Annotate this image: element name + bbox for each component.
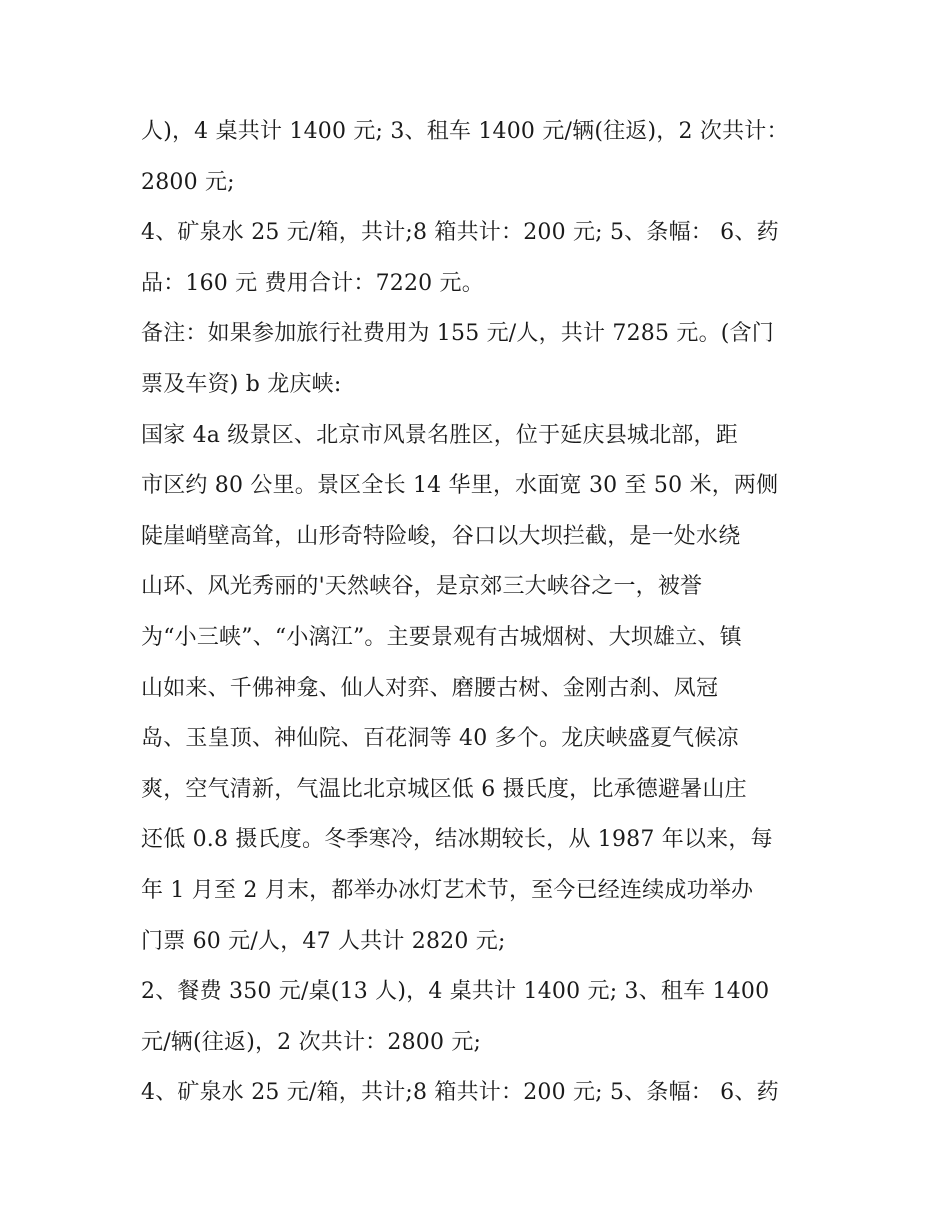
text-line: 4、矿泉水 25 元/箱，共计;8 箱共计：200 元; 5、条幅： 6、药 — [141, 220, 779, 246]
text-line: 2、餐费 350 元/桌(13 人)，4 桌共计 1400 元; 3、租车 1400 — [141, 979, 770, 1005]
text-line: 国家 4a 级景区、北京市风景名胜区，位于延庆县城北部，距 — [141, 422, 738, 448]
text-line: 市区约 80 公里。景区全长 14 华里，水面宽 30 至 50 米，两侧 — [141, 473, 779, 499]
text-line: 山如来、千佛神龛、仙人对弈、磨腰古树、金刚古刹、凤冠 — [141, 675, 719, 701]
text-line: 4、矿泉水 25 元/箱，共计;8 箱共计：200 元; 5、条幅： 6、药 — [141, 1080, 779, 1106]
text-line: 门票 60 元/人，47 人共计 2820 元; — [141, 928, 506, 954]
text-line: 元/辆(往返)，2 次共计：2800 元; — [141, 1029, 482, 1055]
text-line: 山环、风光秀丽的'天然峡谷，是京郊三大峡谷之一，被誉 — [141, 574, 703, 600]
document-body — [141, 107, 821, 1119]
text-line: 还低 0.8 摄氏度。冬季寒冷，结冰期较长，从 1987 年以来，每 — [141, 827, 773, 853]
text-line: 岛、玉皇顶、神仙院、百花洞等 40 多个。龙庆峡盛夏气候凉 — [141, 726, 739, 752]
text-line: 票及车资) b 龙庆峡: — [141, 371, 342, 397]
text-line: 爽，空气清新，气温比北京城区低 6 摄氏度，比承德避暑山庄 — [141, 776, 747, 802]
text-line: 为“小三峡”、“小漓江”。主要景观有古城烟树、大坝雄立、镇 — [141, 624, 742, 650]
text-line: 年 1 月至 2 月末，都举办冰灯艺术节，至今已经连续成功举办 — [141, 877, 754, 903]
text-line: 人)，4 桌共计 1400 元; 3、租车 1400 元/辆(往返)，2 次共计： — [141, 119, 789, 144]
text-line: 备注：如果参加旅行社费用为 155 元/人，共计 7285 元。(含门 — [141, 321, 774, 347]
text-line: 2800 元; — [141, 169, 235, 195]
text-line: 陡崖峭壁高耸，山形奇特险峻，谷口以大坝拦截，是一处水绕 — [141, 523, 741, 549]
text-line: 品：160 元 费用合计：7220 元。 — [141, 270, 484, 296]
